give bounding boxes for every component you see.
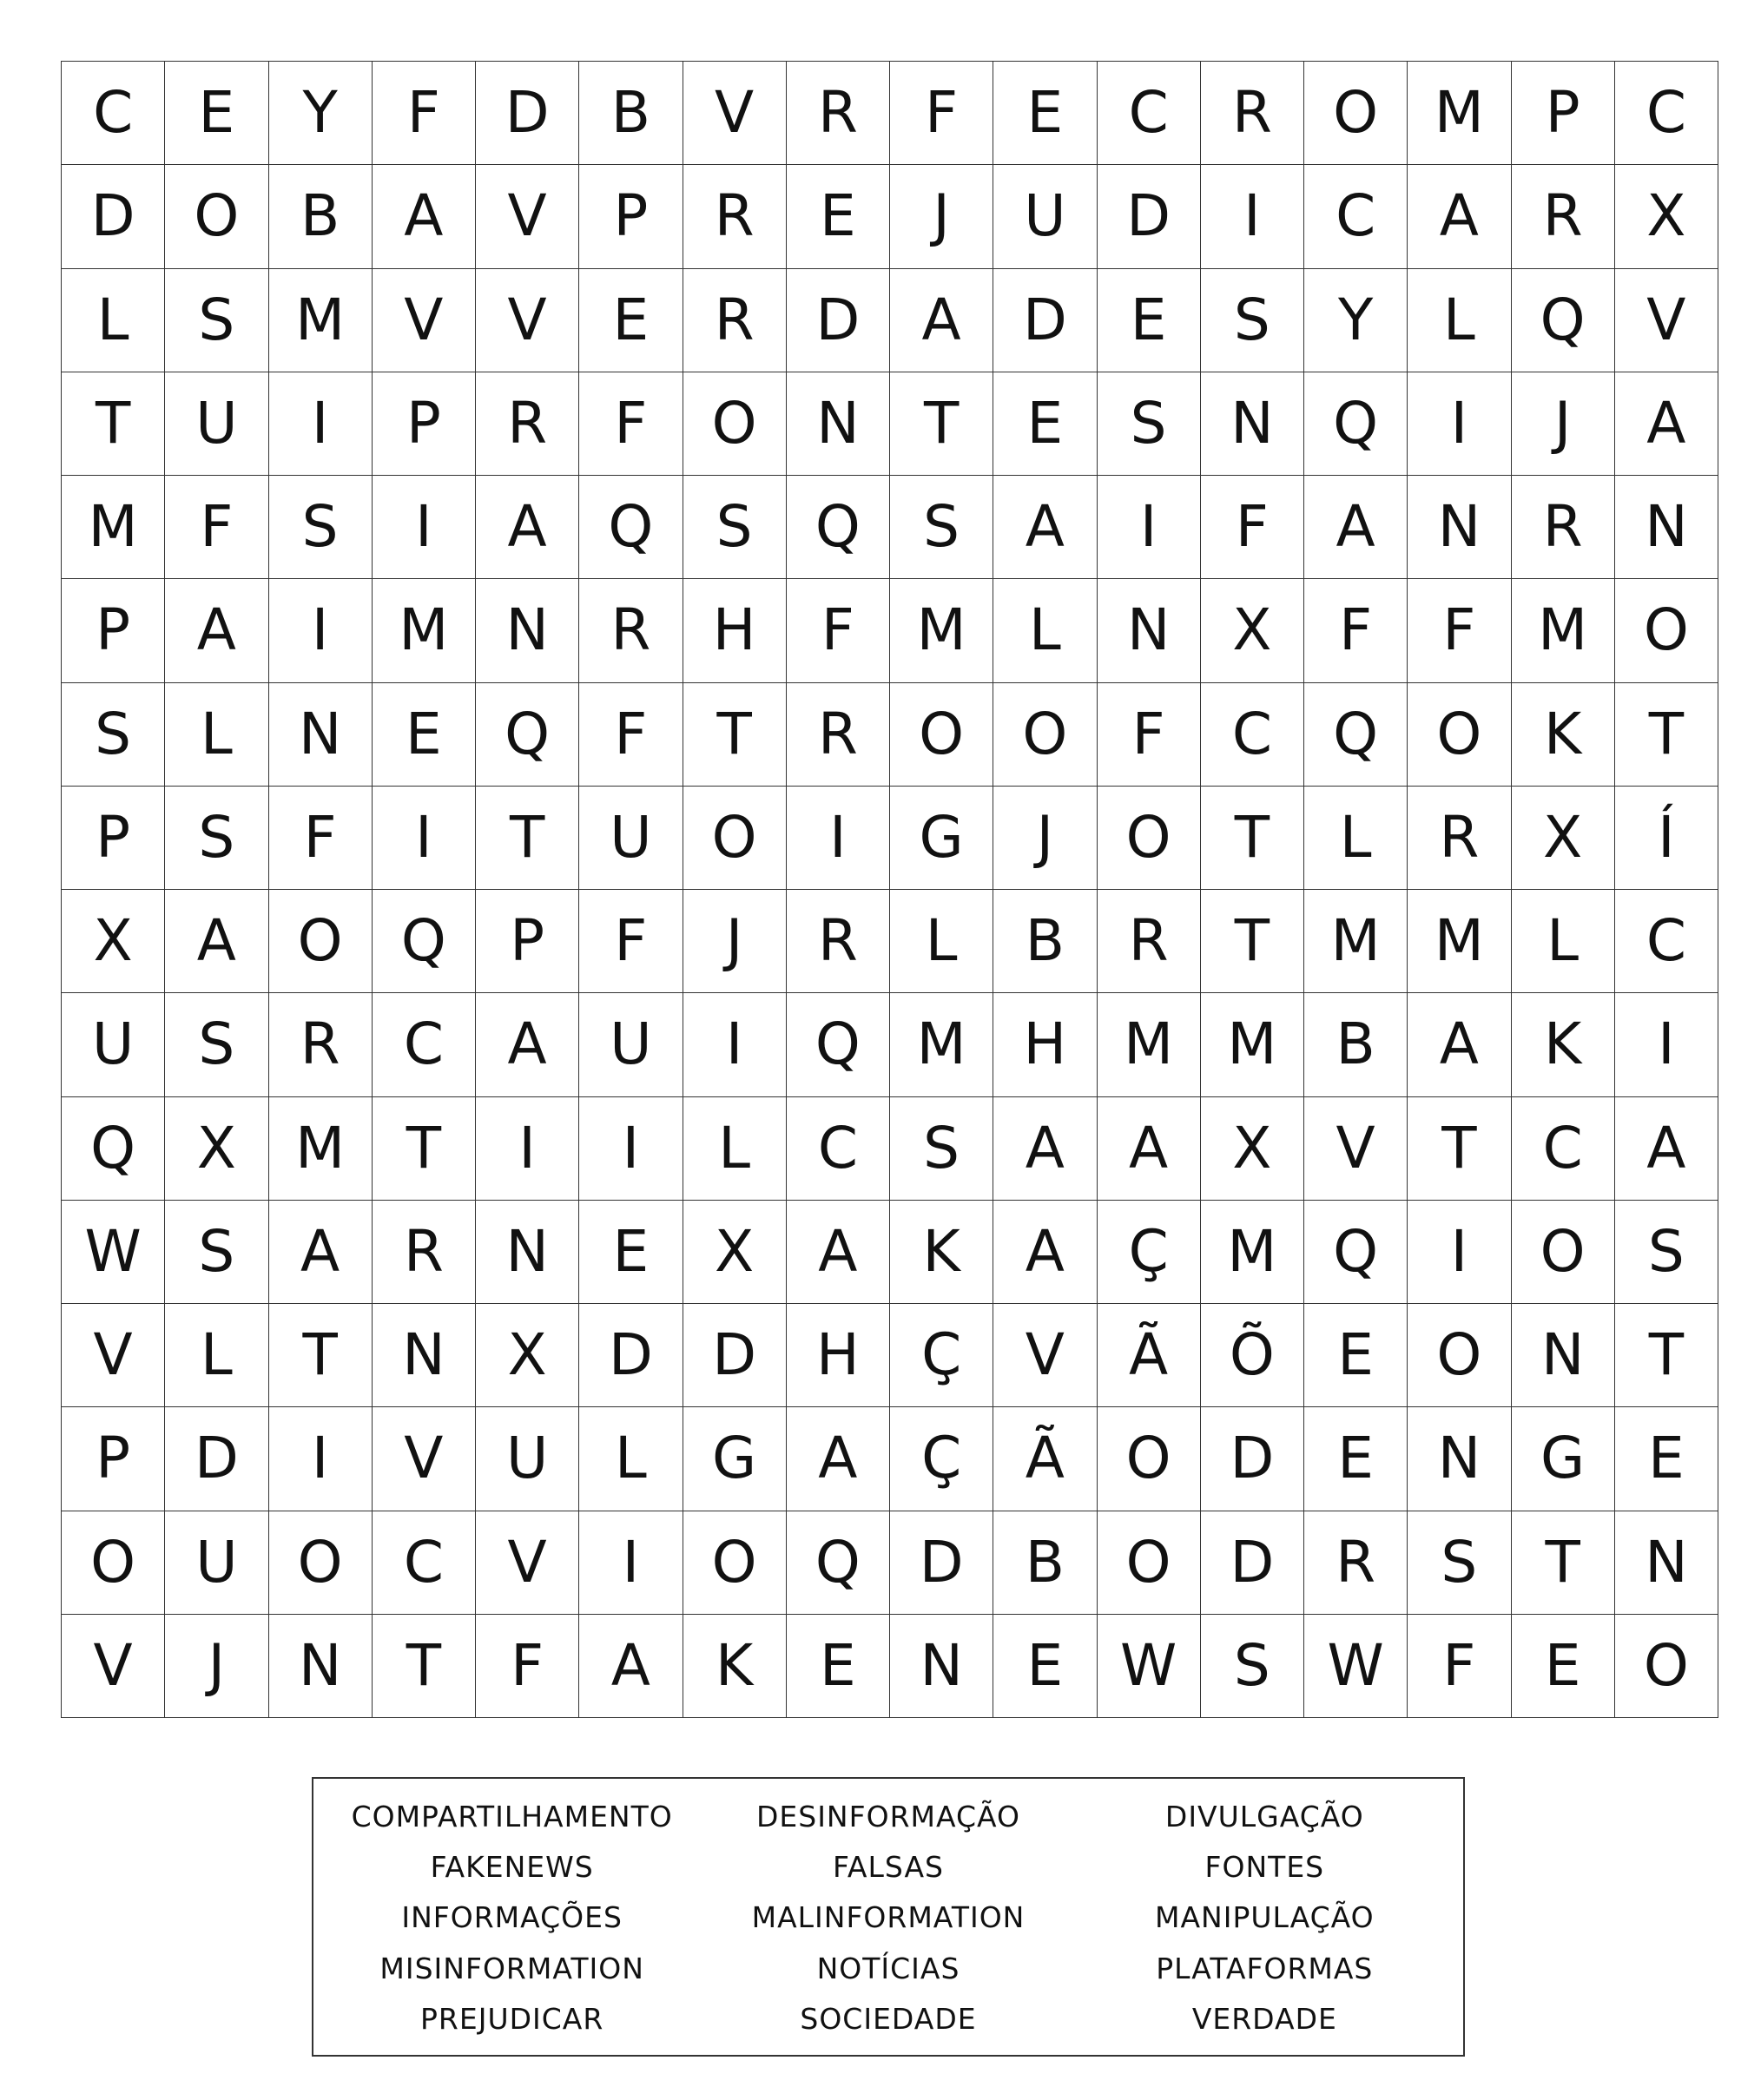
grid-cell[interactable]: O	[683, 372, 787, 476]
grid-cell[interactable]: F	[890, 62, 993, 165]
grid-cell[interactable]: I	[579, 1097, 683, 1201]
grid-cell[interactable]: I	[476, 1097, 579, 1201]
grid-cell[interactable]: D	[62, 165, 165, 268]
grid-cell[interactable]: J	[165, 1615, 268, 1718]
word-list-item: FALSAS	[832, 1850, 944, 1885]
grid-cell[interactable]: V	[373, 1407, 476, 1511]
grid-cell[interactable]: E	[787, 165, 890, 268]
grid-cell[interactable]: F	[579, 683, 683, 787]
grid-cell[interactable]: V	[373, 269, 476, 372]
grid-cell[interactable]: D	[579, 1304, 683, 1407]
grid-cell[interactable]: Ã	[1098, 1304, 1201, 1407]
grid-cell[interactable]: I	[787, 787, 890, 890]
grid-cell[interactable]: O	[993, 683, 1097, 787]
grid-cell[interactable]: M	[890, 579, 993, 682]
word-list-item: NOTÍCIAS	[816, 1951, 960, 1985]
grid-cell[interactable]: P	[579, 165, 683, 268]
grid-cell[interactable]: M	[373, 579, 476, 682]
grid-cell[interactable]: K	[890, 1201, 993, 1304]
grid-cell[interactable]: A	[165, 890, 268, 993]
grid-cell[interactable]: M	[1304, 890, 1408, 993]
grid-cell[interactable]: I	[1201, 165, 1304, 268]
grid-cell[interactable]: R	[1512, 476, 1615, 579]
grid-cell[interactable]: A	[1304, 476, 1408, 579]
grid-cell[interactable]: Q	[579, 476, 683, 579]
grid-cell[interactable]: R	[787, 62, 890, 165]
grid-cell[interactable]: S	[1201, 269, 1304, 372]
grid-cell[interactable]: Í	[1615, 787, 1718, 890]
grid-cell[interactable]: A	[1098, 1097, 1201, 1201]
grid-cell[interactable]: A	[890, 269, 993, 372]
grid-cell[interactable]: C	[373, 1511, 476, 1615]
grid-cell[interactable]: S	[62, 683, 165, 787]
grid-cell[interactable]: N	[476, 579, 579, 682]
grid-cell[interactable]: Q	[787, 1511, 890, 1615]
grid-cell[interactable]: S	[890, 476, 993, 579]
grid-cell[interactable]: R	[1408, 787, 1511, 890]
grid-cell[interactable]: M	[1098, 993, 1201, 1096]
grid-cell[interactable]: Q	[1512, 269, 1615, 372]
grid-cell[interactable]: L	[1408, 269, 1511, 372]
grid-cell[interactable]: E	[579, 1201, 683, 1304]
grid-cell[interactable]: A	[373, 165, 476, 268]
grid-cell[interactable]: V	[683, 62, 787, 165]
grid-cell[interactable]: P	[373, 372, 476, 476]
grid-cell[interactable]: X	[1201, 579, 1304, 682]
grid-cell[interactable]: P	[476, 890, 579, 993]
grid-cell[interactable]: E	[993, 372, 1097, 476]
grid-cell[interactable]: B	[579, 62, 683, 165]
grid-cell[interactable]: D	[1201, 1511, 1304, 1615]
grid-cell[interactable]: R	[269, 993, 373, 1096]
grid-cell[interactable]: F	[373, 62, 476, 165]
grid-cell[interactable]: O	[1615, 579, 1718, 682]
grid-cell[interactable]: Y	[1304, 269, 1408, 372]
grid-cell[interactable]: I	[683, 993, 787, 1096]
grid-cell[interactable]: H	[683, 579, 787, 682]
grid-cell[interactable]: A	[1615, 372, 1718, 476]
grid-cell[interactable]: A	[993, 1097, 1097, 1201]
grid-cell[interactable]: C	[1512, 1097, 1615, 1201]
grid-cell[interactable]: N	[476, 1201, 579, 1304]
grid-cell[interactable]: O	[62, 1511, 165, 1615]
grid-cell[interactable]: C	[1615, 62, 1718, 165]
grid-cell[interactable]: S	[165, 787, 268, 890]
grid-cell[interactable]: C	[1304, 165, 1408, 268]
word-list-item: VERDADE	[1191, 2002, 1337, 2037]
grid-cell[interactable]: N	[1408, 476, 1511, 579]
grid-cell[interactable]: F	[1408, 1615, 1511, 1718]
grid-cell[interactable]: O	[683, 1511, 787, 1615]
grid-cell[interactable]: I	[1615, 993, 1718, 1096]
word-list-item: PREJUDICAR	[420, 2002, 604, 2037]
grid-cell[interactable]: J	[890, 165, 993, 268]
grid-cell[interactable]: Q	[1304, 1201, 1408, 1304]
grid-cell[interactable]: T	[1615, 1304, 1718, 1407]
grid-cell[interactable]: S	[269, 476, 373, 579]
grid-cell[interactable]: K	[1512, 993, 1615, 1096]
grid-cell[interactable]: I	[269, 1407, 373, 1511]
grid-cell[interactable]: T	[1201, 890, 1304, 993]
grid-cell[interactable]: A	[787, 1407, 890, 1511]
grid-cell[interactable]: B	[993, 890, 1097, 993]
grid-cell[interactable]: O	[1615, 1615, 1718, 1718]
grid-cell[interactable]: U	[62, 993, 165, 1096]
grid-cell[interactable]: N	[1408, 1407, 1511, 1511]
word-search-grid	[61, 61, 1718, 1718]
grid-cell[interactable]: U	[476, 1407, 579, 1511]
grid-cell[interactable]: D	[683, 1304, 787, 1407]
word-list-item: MISINFORMATION	[379, 1951, 644, 1985]
grid-cell[interactable]: S	[165, 269, 268, 372]
word-list-item: MALINFORMATION	[751, 1900, 1026, 1935]
grid-cell[interactable]: S	[890, 1097, 993, 1201]
grid-cell[interactable]: N	[1201, 372, 1304, 476]
grid-cell[interactable]: M	[1408, 62, 1511, 165]
grid-cell[interactable]: R	[1512, 165, 1615, 268]
grid-cell[interactable]: N	[269, 683, 373, 787]
grid-cell[interactable]: H	[993, 993, 1097, 1096]
grid-cell[interactable]: G	[1512, 1407, 1615, 1511]
grid-cell[interactable]: N	[1098, 579, 1201, 682]
grid-cell[interactable]: Q	[1304, 372, 1408, 476]
grid-cell[interactable]: P	[62, 579, 165, 682]
grid-cell[interactable]: Ç	[1098, 1201, 1201, 1304]
grid-cell[interactable]: Q	[373, 890, 476, 993]
grid-cell[interactable]: G	[890, 787, 993, 890]
grid-cell[interactable]: S	[165, 993, 268, 1096]
grid-cell[interactable]: S	[683, 476, 787, 579]
grid-cell[interactable]: O	[269, 1511, 373, 1615]
grid-cell[interactable]: X	[683, 1201, 787, 1304]
grid-cell[interactable]: I	[1408, 372, 1511, 476]
grid-cell[interactable]: M	[1512, 579, 1615, 682]
grid-cell[interactable]: T	[62, 372, 165, 476]
grid-cell[interactable]: E	[787, 1615, 890, 1718]
grid-cell[interactable]: I	[373, 787, 476, 890]
grid-cell[interactable]: E	[373, 683, 476, 787]
grid-cell[interactable]: Ã	[993, 1407, 1097, 1511]
grid-cell[interactable]: O	[165, 165, 268, 268]
grid-cell[interactable]: O	[1512, 1201, 1615, 1304]
grid-cell[interactable]: R	[579, 579, 683, 682]
grid-cell[interactable]: O	[683, 787, 787, 890]
grid-cell[interactable]: E	[1098, 269, 1201, 372]
grid-cell[interactable]: X	[476, 1304, 579, 1407]
grid-cell[interactable]: M	[890, 993, 993, 1096]
grid-cell[interactable]: Ç	[890, 1407, 993, 1511]
grid-cell[interactable]: R	[683, 269, 787, 372]
grid-cell[interactable]: V	[62, 1615, 165, 1718]
grid-cell[interactable]: C	[62, 62, 165, 165]
grid-cell[interactable]: D	[787, 269, 890, 372]
grid-cell[interactable]: A	[1615, 1097, 1718, 1201]
word-list-item: DESINFORMAÇÃO	[755, 1799, 1020, 1833]
grid-cell[interactable]: O	[1408, 1304, 1511, 1407]
grid-cell[interactable]: M	[1201, 993, 1304, 1096]
grid-cell[interactable]: D	[1201, 1407, 1304, 1511]
grid-cell[interactable]: J	[993, 787, 1097, 890]
grid-cell[interactable]: T	[890, 372, 993, 476]
grid-cell[interactable]: A	[993, 1201, 1097, 1304]
grid-cell[interactable]: N	[890, 1615, 993, 1718]
grid-cell[interactable]: Q	[787, 993, 890, 1096]
grid-cell[interactable]: N	[787, 372, 890, 476]
grid-cell[interactable]: E	[1512, 1615, 1615, 1718]
grid-cell[interactable]: E	[993, 1615, 1097, 1718]
grid-cell[interactable]: A	[476, 476, 579, 579]
grid-cell[interactable]: P	[62, 1407, 165, 1511]
grid-cell[interactable]: M	[1201, 1201, 1304, 1304]
grid-cell[interactable]: F	[579, 890, 683, 993]
grid-cell[interactable]: T	[476, 787, 579, 890]
word-list-item: DIVULGAÇÃO	[1164, 1799, 1364, 1833]
grid-cell[interactable]: F	[1408, 579, 1511, 682]
grid-cell[interactable]: L	[1512, 890, 1615, 993]
grid-cell[interactable]: U	[993, 165, 1097, 268]
grid-cell[interactable]: D	[476, 62, 579, 165]
grid-cell[interactable]: F	[269, 787, 373, 890]
word-list-item: MANIPULAÇÃO	[1154, 1900, 1375, 1935]
grid-cell[interactable]: I	[1098, 476, 1201, 579]
grid-cell[interactable]: O	[1098, 1407, 1201, 1511]
grid-cell[interactable]: A	[1408, 165, 1511, 268]
grid-cell[interactable]: V	[476, 1511, 579, 1615]
grid-cell[interactable]: O	[1304, 62, 1408, 165]
grid-cell[interactable]: Ç	[890, 1304, 993, 1407]
grid-cell[interactable]: L	[993, 579, 1097, 682]
grid-cell[interactable]: D	[993, 269, 1097, 372]
grid-cell[interactable]: S	[1408, 1511, 1511, 1615]
grid-cell[interactable]: E	[579, 269, 683, 372]
grid-cell[interactable]: F	[787, 579, 890, 682]
grid-cell[interactable]: C	[1615, 890, 1718, 993]
grid-cell[interactable]: D	[890, 1511, 993, 1615]
grid-cell[interactable]: E	[1615, 1407, 1718, 1511]
grid-cell[interactable]: X	[1615, 165, 1718, 268]
grid-cell[interactable]: T	[1201, 787, 1304, 890]
grid-cell[interactable]: D	[165, 1407, 268, 1511]
grid-cell[interactable]: D	[1098, 165, 1201, 268]
grid-cell[interactable]: O	[1408, 683, 1511, 787]
grid-cell[interactable]: O	[890, 683, 993, 787]
grid-cell[interactable]: O	[1098, 787, 1201, 890]
grid-cell[interactable]: Q	[476, 683, 579, 787]
grid-cell[interactable]: F	[476, 1615, 579, 1718]
grid-cell[interactable]: V	[62, 1304, 165, 1407]
grid-cell[interactable]: Q	[787, 476, 890, 579]
grid-cell[interactable]: S	[1201, 1615, 1304, 1718]
grid-cell[interactable]: T	[373, 1615, 476, 1718]
grid-cell[interactable]: A	[787, 1201, 890, 1304]
grid-cell[interactable]: L	[165, 1304, 268, 1407]
grid-cell[interactable]: N	[1615, 1511, 1718, 1615]
grid-cell[interactable]: U	[579, 787, 683, 890]
grid-cell[interactable]: T	[373, 1097, 476, 1201]
word-list	[312, 1777, 1465, 2057]
word-list-item: COMPARTILHAMENTO	[351, 1799, 673, 1833]
word-list-item: FAKENEWS	[430, 1850, 594, 1885]
grid-cell[interactable]: X	[62, 890, 165, 993]
grid-cell[interactable]: S	[165, 1201, 268, 1304]
grid-cell[interactable]: E	[993, 62, 1097, 165]
grid-cell[interactable]: A	[269, 1201, 373, 1304]
grid-cell[interactable]: V	[476, 165, 579, 268]
grid-cell[interactable]: M	[269, 1097, 373, 1201]
grid-cell[interactable]: O	[269, 890, 373, 993]
grid-cell[interactable]: E	[1304, 1304, 1408, 1407]
grid-cell[interactable]: V	[1615, 269, 1718, 372]
grid-cell[interactable]: A	[993, 476, 1097, 579]
grid-cell[interactable]: X	[1512, 787, 1615, 890]
grid-cell[interactable]: X	[1201, 1097, 1304, 1201]
grid-cell[interactable]: J	[683, 890, 787, 993]
grid-cell[interactable]: U	[165, 372, 268, 476]
grid-cell[interactable]: N	[1615, 476, 1718, 579]
grid-cell[interactable]: W	[1304, 1615, 1408, 1718]
grid-cell[interactable]: L	[1304, 787, 1408, 890]
grid-cell[interactable]: B	[269, 165, 373, 268]
grid-cell[interactable]: I	[373, 476, 476, 579]
grid-cell[interactable]: W	[1098, 1615, 1201, 1718]
grid-cell[interactable]: A	[165, 579, 268, 682]
grid-cell[interactable]: X	[165, 1097, 268, 1201]
grid-cell[interactable]: U	[579, 993, 683, 1096]
grid-cell[interactable]: B	[993, 1511, 1097, 1615]
grid-cell[interactable]: A	[579, 1615, 683, 1718]
grid-cell[interactable]: F	[1304, 579, 1408, 682]
grid-cell[interactable]: P	[1512, 62, 1615, 165]
word-list-item: PLATAFORMAS	[1156, 1951, 1374, 1985]
grid-cell[interactable]: M	[1408, 890, 1511, 993]
grid-cell[interactable]: F	[1201, 476, 1304, 579]
grid-cell[interactable]: T	[1512, 1511, 1615, 1615]
grid-cell[interactable]: V	[993, 1304, 1097, 1407]
grid-cell[interactable]: T	[1408, 1097, 1511, 1201]
grid-cell[interactable]: Q	[62, 1097, 165, 1201]
grid-cell[interactable]: I	[269, 372, 373, 476]
grid-cell[interactable]: H	[787, 1304, 890, 1407]
grid-cell[interactable]: A	[1408, 993, 1511, 1096]
grid-cell[interactable]: R	[476, 372, 579, 476]
grid-cell[interactable]: R	[787, 683, 890, 787]
grid-cell[interactable]: N	[1512, 1304, 1615, 1407]
grid-cell[interactable]: M	[269, 269, 373, 372]
grid-cell[interactable]: F	[165, 476, 268, 579]
grid-cell[interactable]: I	[269, 579, 373, 682]
grid-cell[interactable]: C	[787, 1097, 890, 1201]
word-list-item: FONTES	[1204, 1850, 1325, 1885]
grid-cell[interactable]: A	[476, 993, 579, 1096]
grid-cell[interactable]: E	[1304, 1407, 1408, 1511]
grid-cell[interactable]: K	[1512, 683, 1615, 787]
grid-cell[interactable]: M	[62, 476, 165, 579]
grid-cell[interactable]: E	[165, 62, 268, 165]
grid-cell[interactable]: I	[579, 1511, 683, 1615]
grid-cell[interactable]: R	[1304, 1511, 1408, 1615]
grid-cell[interactable]: V	[1304, 1097, 1408, 1201]
grid-cell[interactable]: R	[787, 890, 890, 993]
grid-cell[interactable]: T	[1615, 683, 1718, 787]
grid-cell[interactable]: W	[62, 1201, 165, 1304]
word-list-item: SOCIEDADE	[800, 2002, 977, 2037]
grid-cell[interactable]: T	[683, 683, 787, 787]
grid-cell[interactable]: C	[1201, 683, 1304, 787]
grid-cell[interactable]: T	[269, 1304, 373, 1407]
grid-cell[interactable]: R	[1098, 890, 1201, 993]
grid-cell[interactable]: Q	[1304, 683, 1408, 787]
grid-cell[interactable]: C	[1098, 62, 1201, 165]
grid-cell[interactable]: R	[1201, 62, 1304, 165]
grid-cell[interactable]: Y	[269, 62, 373, 165]
grid-cell[interactable]: B	[1304, 993, 1408, 1096]
grid-cell[interactable]: Õ	[1201, 1304, 1304, 1407]
grid-cell[interactable]: L	[890, 890, 993, 993]
word-list-item: INFORMAÇÕES	[401, 1900, 623, 1935]
grid-cell[interactable]: L	[165, 683, 268, 787]
grid-cell[interactable]: N	[269, 1615, 373, 1718]
grid-cell[interactable]: O	[1098, 1511, 1201, 1615]
grid-cell[interactable]: J	[1512, 372, 1615, 476]
grid-cell[interactable]: C	[373, 993, 476, 1096]
grid-cell[interactable]: F	[579, 372, 683, 476]
grid-cell[interactable]: L	[579, 1407, 683, 1511]
grid-cell[interactable]: I	[1408, 1201, 1511, 1304]
grid-cell[interactable]: P	[62, 787, 165, 890]
grid-cell[interactable]: K	[683, 1615, 787, 1718]
grid-cell[interactable]: U	[165, 1511, 268, 1615]
grid-cell[interactable]: R	[373, 1201, 476, 1304]
grid-cell[interactable]: G	[683, 1407, 787, 1511]
grid-cell[interactable]: L	[62, 269, 165, 372]
grid-cell[interactable]: R	[683, 165, 787, 268]
grid-cell[interactable]: F	[1098, 683, 1201, 787]
grid-cell[interactable]: V	[476, 269, 579, 372]
grid-cell[interactable]: N	[373, 1304, 476, 1407]
grid-cell[interactable]: S	[1615, 1201, 1718, 1304]
grid-cell[interactable]: S	[1098, 372, 1201, 476]
grid-cell[interactable]: L	[683, 1097, 787, 1201]
